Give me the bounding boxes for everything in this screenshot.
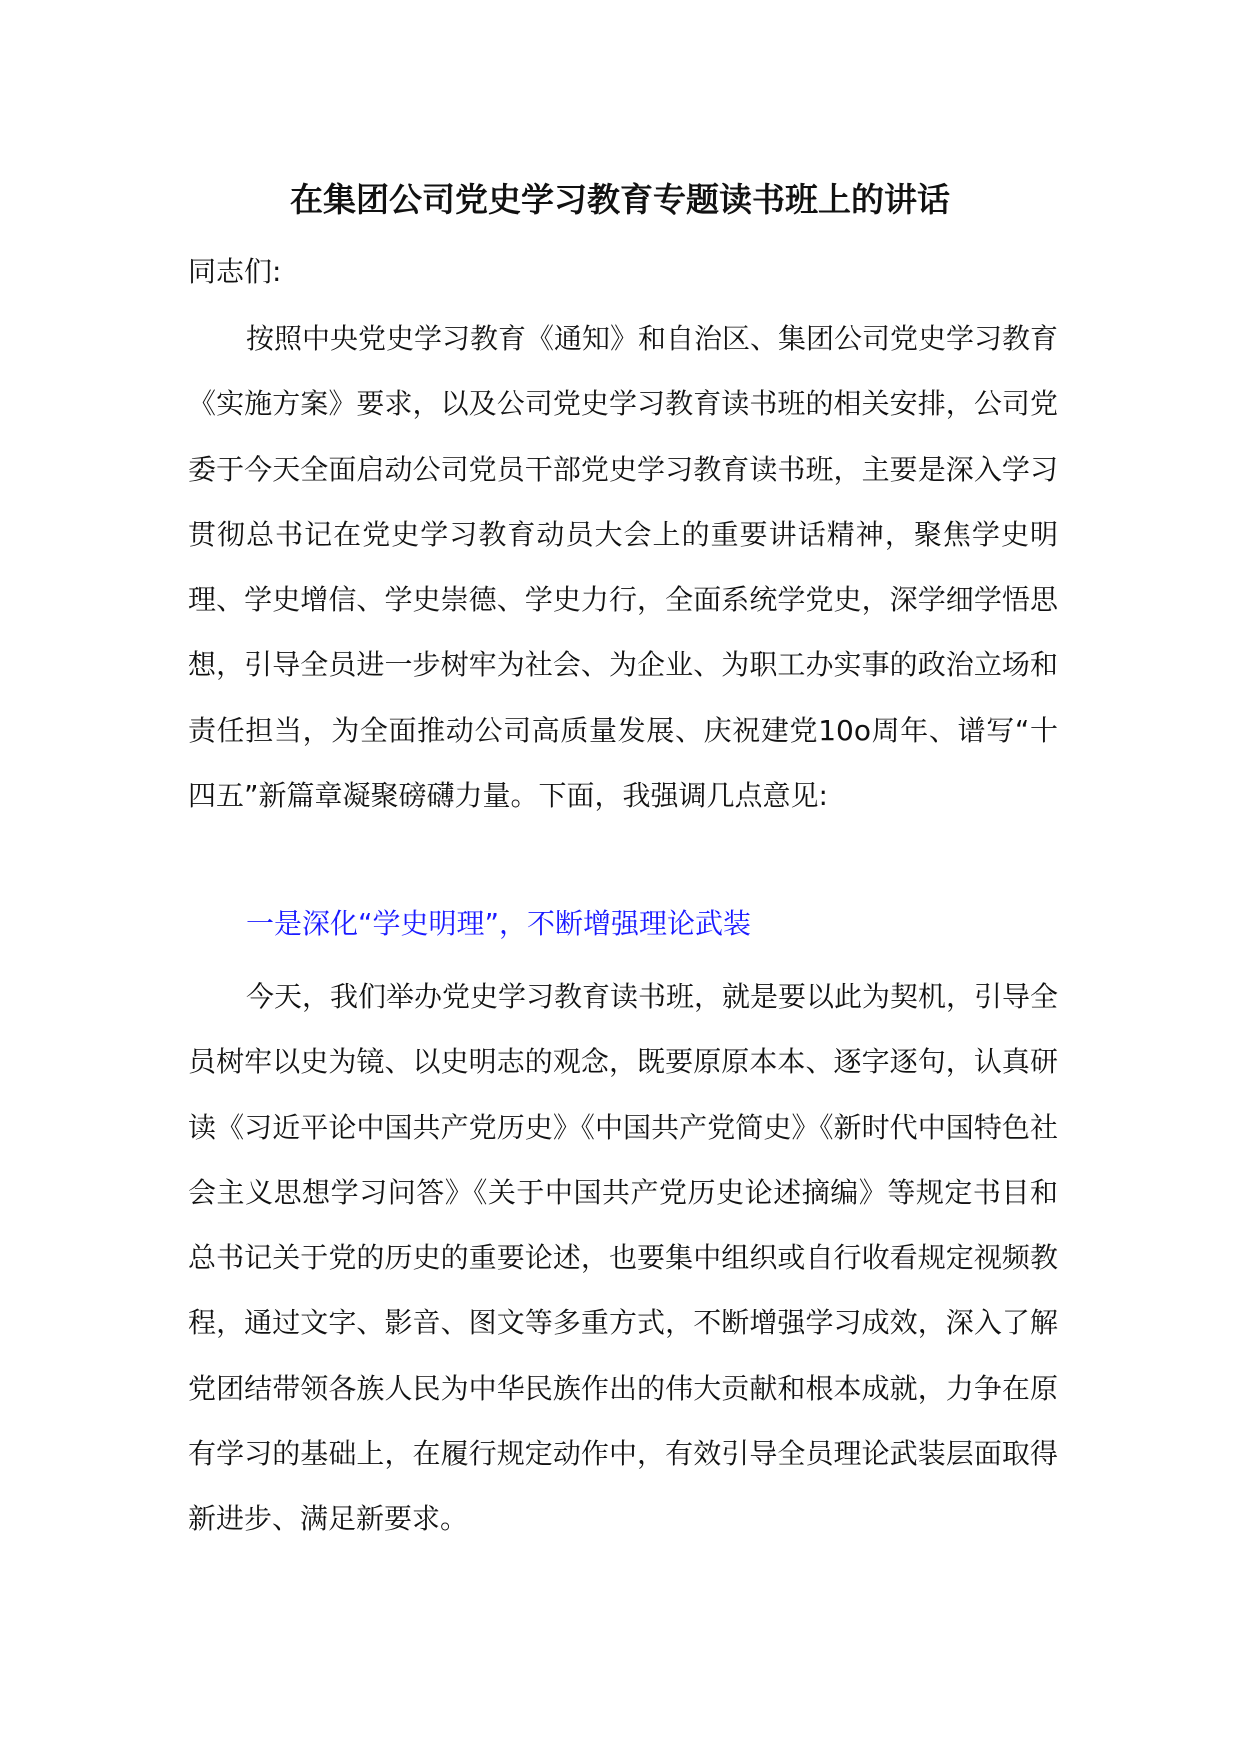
salutation: 同志们: [188,255,282,288]
section-heading-1: 一是深化“学史明理”，不断增强理论武装 [246,907,752,940]
document-title: 在集团公司党史学习教育专题读书班上的讲话 [290,180,950,219]
body-paragraph-1: 按照中央党史学习教育《通知》和自治区、集团公司党史学习教育《实施方案》要求，以及公司党史学习教育读书班的相关安排，公司党委于今天全面启动公司党员干部党史学习教育读书班，主要是深入学习贯彻总书记在党史学习教育动员大会上的重要讲话精神，聚焦学史明理、学史增信、学史崇德、学史力行，全面系统学党史，深学细学悟思想，引导全员进一步树牢为社会、为企业、为职工办实事的政治立场和责任担当，为全面推动公司高质量发展、庆祝建党10o周年、谱写“十四五”新篇章凝聚磅礴力量。下面，我强调几点意见: [188,322,1059,813]
body-paragraph-2: 今天，我们举办党史学习教育读书班，就是要以此为契机，引导全员树牢以史为镜、以史明志的观念，既要原原本本、逐字逐句，认真研读《习近平论中国共产党历史》《中国共产党简史》《新时代中国特色社会主义思想学习问答》《关于中国共产党历史论述摘编》等规定书目和总书记关于党的历史的重要论述，也要集中组织或自行收看规定视频教程，通过文字、影音、图文等多重方式，不断增强学习成效，深入了解党团结带领各族人民为中华民族作出的伟大贡献和根本成就，力争在原有学习的基础上，在履行规定动作中，有效引导全员理论武装层面取得新进步、满足新要求。 [188,980,1059,1536]
